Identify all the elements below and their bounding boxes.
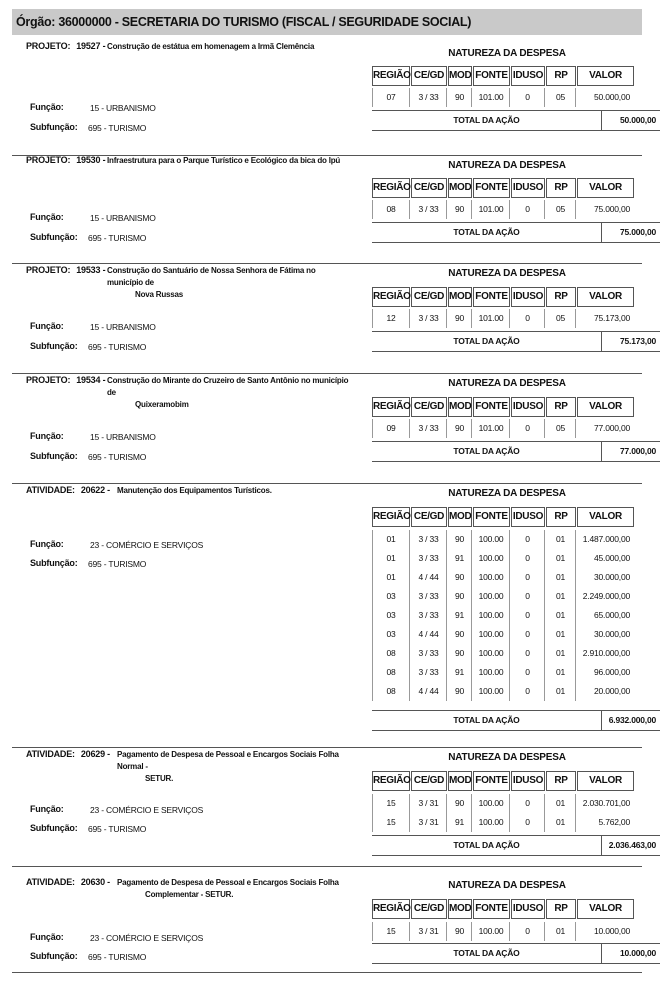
cell-cegd: 3 / 31 (411, 813, 447, 832)
cell-valor: 30.000,00 (593, 629, 630, 639)
col-mod-header: MOD (448, 397, 472, 417)
action-kind: PROJETO: (26, 155, 71, 165)
action-kind: ATIVIDADE: (26, 749, 75, 759)
total-row (372, 331, 660, 352)
cell-cegd: 3 / 33 (411, 200, 447, 219)
cell-mod: 90 (448, 88, 472, 107)
cell-iduso: 0 (511, 682, 545, 701)
cell-rp: 05 (546, 309, 576, 328)
cell-rp: 01 (546, 922, 576, 941)
expense-block (12, 874, 656, 973)
action-title-line2: Nova Russas (135, 290, 184, 299)
expense-rows (372, 200, 635, 219)
table-row (372, 549, 635, 568)
funcao-value: 23 - COMÉRCIO E SERVIÇOS (90, 805, 204, 815)
col-cegd-header: CE/GD (411, 178, 447, 198)
cell-mod: 90 (448, 568, 472, 587)
cell-fonte: 100.00 (473, 625, 510, 644)
cell-rp: 01 (546, 530, 576, 549)
cell-regiao: 08 (372, 663, 410, 682)
cell-valor: 30.000,00 (593, 572, 630, 582)
col-regiao-header: REGIÃO (372, 178, 410, 198)
cell-regiao: 03 (372, 625, 410, 644)
col-regiao-header: REGIÃO (372, 66, 410, 86)
action-header (26, 265, 105, 275)
cell-valor: 10.000,00 (593, 926, 630, 936)
expense-block (12, 482, 656, 748)
cell-valor: 75.000,00 (593, 204, 630, 214)
expense-rows (372, 530, 635, 701)
cell-regiao: 08 (372, 644, 410, 663)
cell-regiao: 15 (372, 922, 410, 941)
action-code: 20630 - (80, 877, 110, 887)
cell-iduso: 0 (511, 813, 545, 832)
cell-valor: 77.000,00 (593, 423, 630, 433)
action-kind: PROJETO: (26, 375, 71, 385)
col-valor-header: VALOR (577, 507, 634, 527)
cell-valor: 1.487.000,00 (582, 534, 630, 544)
cell-cegd: 3 / 33 (411, 419, 447, 438)
total-row (372, 835, 660, 856)
col-fonte-header: FONTE (473, 771, 510, 791)
cell-valor: 2.030.701,00 (582, 798, 630, 808)
cell-regiao: 12 (372, 309, 410, 328)
funcao-label: Função: (30, 212, 64, 222)
col-fonte-header: FONTE (473, 178, 510, 198)
action-header (26, 375, 105, 385)
column-header-row (372, 397, 635, 417)
action-code: 20629 - (80, 749, 110, 759)
col-fonte-header: FONTE (473, 66, 510, 86)
cell-cegd: 4 / 44 (411, 568, 447, 587)
col-iduso-header: IDUSO (511, 178, 545, 198)
cell-rp: 05 (546, 419, 576, 438)
action-kind: PROJETO: (26, 41, 71, 51)
cell-valor: 96.000,00 (593, 667, 630, 677)
action-title-line1: Construção de estátua em homenagem a Irmã Clemência (107, 42, 315, 51)
subfuncao-label: Subfunção: (30, 341, 78, 351)
table-row (372, 309, 635, 328)
cell-mod: 90 (448, 794, 472, 813)
cell-regiao: 08 (372, 200, 410, 219)
cell-rp: 05 (546, 200, 576, 219)
expense-rows (372, 88, 635, 107)
cell-iduso: 0 (511, 88, 545, 107)
cell-rp: 01 (546, 606, 576, 625)
cell-regiao: 09 (372, 419, 410, 438)
action-title (107, 375, 352, 411)
cell-iduso: 0 (511, 309, 545, 328)
action-title-line2: SETUR. (145, 774, 174, 783)
cell-fonte: 101.00 (473, 200, 510, 219)
total-row (372, 222, 660, 243)
col-iduso-header: IDUSO (511, 397, 545, 417)
total-value: 75.000,00 (619, 227, 656, 237)
column-header-row (372, 66, 635, 86)
table-row (372, 88, 635, 107)
total-value: 10.000,00 (619, 948, 656, 958)
action-title (107, 41, 352, 53)
col-cegd-header: CE/GD (411, 66, 447, 86)
funcao-label: Função: (30, 431, 64, 441)
subfuncao-value: 695 - TURISMO (88, 952, 147, 962)
action-code: 19533 - (76, 265, 106, 275)
col-rp-header: RP (546, 178, 576, 198)
action-header (26, 877, 110, 887)
total-value: 2.036.463,00 (608, 840, 656, 850)
table-row (372, 200, 635, 219)
total-label: TOTAL DA AÇÃO (372, 836, 602, 855)
col-valor-header: VALOR (577, 771, 634, 791)
cell-valor: 50.000,00 (593, 92, 630, 102)
total-value: 6.932.000,00 (608, 715, 656, 725)
col-iduso-header: IDUSO (511, 287, 545, 307)
table-row (372, 813, 635, 832)
expense-block (12, 38, 656, 156)
cell-regiao: 07 (372, 88, 410, 107)
natureza-heading: NATUREZA DA DESPESA (448, 488, 566, 499)
col-valor-header: VALOR (577, 178, 634, 198)
action-title (117, 485, 362, 497)
action-code: 19527 - (76, 41, 106, 51)
action-title (107, 265, 352, 301)
col-valor-header: VALOR (577, 397, 634, 417)
col-cegd-header: CE/GD (411, 287, 447, 307)
cell-valor: 2.910.000,00 (582, 648, 630, 658)
column-header-row (372, 178, 635, 198)
cell-iduso: 0 (511, 200, 545, 219)
col-fonte-header: FONTE (473, 287, 510, 307)
col-fonte-header: FONTE (473, 397, 510, 417)
expense-block (12, 372, 656, 484)
col-valor-header: VALOR (577, 899, 634, 919)
cell-mod: 91 (448, 663, 472, 682)
cell-valor: 20.000,00 (593, 686, 630, 696)
action-header (26, 749, 110, 759)
total-row (372, 943, 660, 964)
cell-iduso: 0 (511, 663, 545, 682)
cell-cegd: 3 / 31 (411, 922, 447, 941)
table-row (372, 625, 635, 644)
expense-rows (372, 794, 635, 832)
total-label: TOTAL DA AÇÃO (372, 111, 602, 130)
subfuncao-label: Subfunção: (30, 951, 78, 961)
col-iduso-header: IDUSO (511, 899, 545, 919)
cell-valor: 65.000,00 (593, 610, 630, 620)
funcao-value: 23 - COMÉRCIO E SERVIÇOS (90, 933, 204, 943)
total-label: TOTAL DA AÇÃO (372, 711, 602, 730)
expense-block (12, 152, 656, 264)
funcao-value: 15 - URBANISMO (90, 432, 156, 442)
cell-mod: 90 (448, 682, 472, 701)
cell-mod: 91 (448, 813, 472, 832)
action-header (26, 155, 105, 165)
action-title (107, 155, 352, 167)
total-label: TOTAL DA AÇÃO (372, 223, 602, 242)
column-header-row (372, 899, 635, 919)
action-header (26, 485, 110, 495)
cell-cegd: 3 / 33 (411, 587, 447, 606)
col-regiao-header: REGIÃO (372, 507, 410, 527)
expense-rows (372, 419, 635, 438)
cell-fonte: 100.00 (473, 813, 510, 832)
cell-mod: 90 (448, 309, 472, 328)
subfuncao-value: 695 - TURISMO (88, 452, 147, 462)
action-title-line1: Infraestrutura para o Parque Turístico e Ecológico da bica do Ipú (107, 156, 341, 165)
cell-rp: 01 (546, 682, 576, 701)
cell-rp: 01 (546, 644, 576, 663)
cell-fonte: 100.00 (473, 682, 510, 701)
total-value: 75.173,00 (619, 336, 656, 346)
natureza-heading: NATUREZA DA DESPESA (448, 378, 566, 389)
action-header (26, 41, 105, 51)
cell-mod: 90 (448, 530, 472, 549)
subfuncao-label: Subfunção: (30, 451, 78, 461)
col-fonte-header: FONTE (473, 899, 510, 919)
natureza-heading: NATUREZA DA DESPESA (448, 880, 566, 891)
table-row (372, 682, 635, 701)
cell-cegd: 3 / 33 (411, 530, 447, 549)
cell-mod: 90 (448, 625, 472, 644)
cell-rp: 05 (546, 88, 576, 107)
cell-fonte: 100.00 (473, 568, 510, 587)
col-iduso-header: IDUSO (511, 771, 545, 791)
cell-fonte: 100.00 (473, 549, 510, 568)
cell-regiao: 01 (372, 530, 410, 549)
col-mod-header: MOD (448, 66, 472, 86)
cell-mod: 90 (448, 587, 472, 606)
cell-fonte: 100.00 (473, 794, 510, 813)
expense-block (12, 746, 656, 867)
cell-rp: 01 (546, 813, 576, 832)
column-header-row (372, 771, 635, 791)
subfuncao-label: Subfunção: (30, 232, 78, 242)
subfuncao-value: 695 - TURISMO (88, 123, 147, 133)
table-row (372, 606, 635, 625)
action-kind: ATIVIDADE: (26, 485, 75, 495)
cell-valor: 75.173,00 (593, 313, 630, 323)
natureza-heading: NATUREZA DA DESPESA (448, 48, 566, 59)
col-rp-header: RP (546, 287, 576, 307)
total-row (372, 710, 660, 731)
cell-iduso: 0 (511, 419, 545, 438)
subfuncao-value: 695 - TURISMO (88, 559, 147, 569)
total-label: TOTAL DA AÇÃO (372, 442, 602, 461)
col-mod-header: MOD (448, 771, 472, 791)
column-header-row (372, 507, 635, 527)
col-rp-header: RP (546, 899, 576, 919)
cell-mod: 90 (448, 200, 472, 219)
subfuncao-label: Subfunção: (30, 122, 78, 132)
table-row (372, 587, 635, 606)
subfuncao-label: Subfunção: (30, 823, 78, 833)
action-title-line1: Construção do Santuário de Nossa Senhora de Fátima no município de (107, 266, 316, 287)
col-rp-header: RP (546, 397, 576, 417)
col-rp-header: RP (546, 771, 576, 791)
cell-rp: 01 (546, 568, 576, 587)
action-title (117, 749, 362, 785)
funcao-label: Função: (30, 102, 64, 112)
cell-iduso: 0 (511, 568, 545, 587)
col-mod-header: MOD (448, 899, 472, 919)
cell-iduso: 0 (511, 625, 545, 644)
cell-regiao: 03 (372, 587, 410, 606)
cell-iduso: 0 (511, 644, 545, 663)
cell-fonte: 100.00 (473, 606, 510, 625)
cell-rp: 01 (546, 625, 576, 644)
cell-cegd: 3 / 33 (411, 663, 447, 682)
col-mod-header: MOD (448, 178, 472, 198)
table-row (372, 419, 635, 438)
col-regiao-header: REGIÃO (372, 397, 410, 417)
table-row (372, 644, 635, 663)
total-label: TOTAL DA AÇÃO (372, 944, 602, 963)
cell-iduso: 0 (511, 530, 545, 549)
subfuncao-label: Subfunção: (30, 558, 78, 568)
col-valor-header: VALOR (577, 287, 634, 307)
total-row (372, 110, 660, 131)
col-cegd-header: CE/GD (411, 771, 447, 791)
col-iduso-header: IDUSO (511, 66, 545, 86)
expense-block (12, 262, 656, 374)
cell-rp: 01 (546, 663, 576, 682)
cell-mod: 90 (448, 644, 472, 663)
subfuncao-value: 695 - TURISMO (88, 342, 147, 352)
natureza-heading: NATUREZA DA DESPESA (448, 752, 566, 763)
total-value: 77.000,00 (619, 446, 656, 456)
cell-cegd: 3 / 33 (411, 309, 447, 328)
col-regiao-header: REGIÃO (372, 899, 410, 919)
expense-rows (372, 309, 635, 328)
col-cegd-header: CE/GD (411, 507, 447, 527)
cell-regiao: 03 (372, 606, 410, 625)
col-regiao-header: REGIÃO (372, 287, 410, 307)
table-row (372, 663, 635, 682)
cell-fonte: 100.00 (473, 587, 510, 606)
cell-fonte: 100.00 (473, 922, 510, 941)
cell-fonte: 100.00 (473, 530, 510, 549)
col-valor-header: VALOR (577, 66, 634, 86)
table-row (372, 922, 635, 941)
cell-mod: 90 (448, 419, 472, 438)
cell-fonte: 100.00 (473, 644, 510, 663)
col-rp-header: RP (546, 66, 576, 86)
cell-iduso: 0 (511, 549, 545, 568)
cell-cegd: 3 / 33 (411, 88, 447, 107)
action-code: 20622 - (80, 485, 110, 495)
cell-mod: 91 (448, 606, 472, 625)
action-title-line1: Pagamento de Despesa de Pessoal e Encargos Sociais Folha Normal - (117, 750, 339, 771)
cell-valor: 2.249.000,00 (582, 591, 630, 601)
cell-valor: 45.000,00 (593, 553, 630, 563)
funcao-label: Função: (30, 539, 64, 549)
cell-regiao: 15 (372, 794, 410, 813)
cell-iduso: 0 (511, 606, 545, 625)
cell-cegd: 3 / 31 (411, 794, 447, 813)
table-row (372, 530, 635, 549)
cell-cegd: 4 / 44 (411, 625, 447, 644)
col-cegd-header: CE/GD (411, 899, 447, 919)
column-header-row (372, 287, 635, 307)
cell-iduso: 0 (511, 794, 545, 813)
total-row (372, 441, 660, 462)
funcao-label: Função: (30, 321, 64, 331)
col-iduso-header: IDUSO (511, 507, 545, 527)
cell-valor: 5.762,00 (598, 817, 630, 827)
cell-iduso: 0 (511, 587, 545, 606)
col-rp-header: RP (546, 507, 576, 527)
col-mod-header: MOD (448, 287, 472, 307)
action-kind: ATIVIDADE: (26, 877, 75, 887)
col-fonte-header: FONTE (473, 507, 510, 527)
funcao-value: 15 - URBANISMO (90, 103, 156, 113)
cell-cegd: 3 / 33 (411, 644, 447, 663)
col-mod-header: MOD (448, 507, 472, 527)
cell-mod: 90 (448, 922, 472, 941)
cell-mod: 91 (448, 549, 472, 568)
funcao-value: 23 - COMÉRCIO E SERVIÇOS (90, 540, 204, 550)
action-code: 19530 - (76, 155, 106, 165)
orgao-header: Órgão: 36000000 - SECRETARIA DO TURISMO (FISCAL / SEGURIDADE SOCIAL) (12, 9, 642, 35)
action-title-line1: Manutenção dos Equipamentos Turísticos. (117, 486, 272, 495)
action-title-line1: Pagamento de Despesa de Pessoal e Encargos Sociais Folha (117, 878, 339, 887)
cell-fonte: 101.00 (473, 309, 510, 328)
action-title-line1: Construção do Mirante do Cruzeiro de Santo Antônio no município de (107, 376, 349, 397)
cell-fonte: 101.00 (473, 419, 510, 438)
col-regiao-header: REGIÃO (372, 771, 410, 791)
action-title-line2: Complementar - SETUR. (145, 890, 234, 899)
cell-rp: 01 (546, 587, 576, 606)
total-value: 50.000,00 (619, 115, 656, 125)
cell-fonte: 101.00 (473, 88, 510, 107)
funcao-label: Função: (30, 804, 64, 814)
subfuncao-value: 695 - TURISMO (88, 233, 147, 243)
cell-regiao: 08 (372, 682, 410, 701)
cell-regiao: 01 (372, 568, 410, 587)
action-code: 19534 - (76, 375, 106, 385)
cell-cegd: 3 / 33 (411, 606, 447, 625)
expense-rows (372, 922, 635, 941)
cell-iduso: 0 (511, 922, 545, 941)
total-label: TOTAL DA AÇÃO (372, 332, 602, 351)
table-row (372, 794, 635, 813)
col-cegd-header: CE/GD (411, 397, 447, 417)
natureza-heading: NATUREZA DA DESPESA (448, 160, 566, 171)
action-title (117, 877, 362, 901)
cell-rp: 01 (546, 794, 576, 813)
cell-regiao: 15 (372, 813, 410, 832)
cell-rp: 01 (546, 549, 576, 568)
funcao-value: 15 - URBANISMO (90, 213, 156, 223)
action-kind: PROJETO: (26, 265, 71, 275)
funcao-label: Função: (30, 932, 64, 942)
natureza-heading: NATUREZA DA DESPESA (448, 268, 566, 279)
cell-cegd: 3 / 33 (411, 549, 447, 568)
table-row (372, 568, 635, 587)
cell-regiao: 01 (372, 549, 410, 568)
cell-cegd: 4 / 44 (411, 682, 447, 701)
subfuncao-value: 695 - TURISMO (88, 824, 147, 834)
cell-fonte: 100.00 (473, 663, 510, 682)
funcao-value: 15 - URBANISMO (90, 322, 156, 332)
action-title-line2: Quixeramobim (135, 400, 189, 409)
